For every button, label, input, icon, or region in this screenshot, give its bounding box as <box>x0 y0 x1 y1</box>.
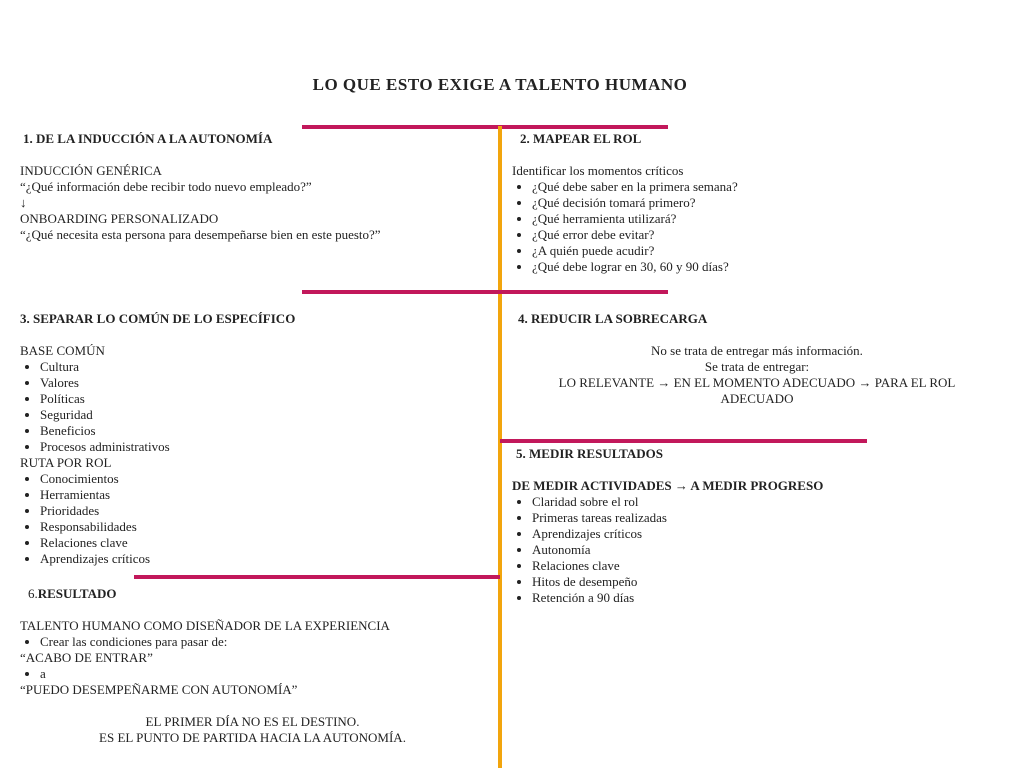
divider-right-lower <box>500 439 867 443</box>
list-item: • ¿Qué debe lograr en 30, 60 y 90 días? <box>532 259 738 275</box>
list-item: • Cultura <box>40 359 295 375</box>
section-6-list-1 <box>20 634 390 650</box>
ruta-list <box>20 471 295 567</box>
section-2-list <box>512 179 738 275</box>
section-5-heading: 5. MEDIR RESULTADOS <box>516 446 664 461</box>
section-1 <box>20 131 381 243</box>
section-4-line: LO RELEVANTE → EN EL MOMENTO ADECUADO → PARA EL ROL <box>558 375 956 390</box>
section-2-heading: 2. MAPEAR EL ROL <box>520 131 642 146</box>
section-3 <box>20 311 295 567</box>
list-item: • a <box>40 666 390 682</box>
arrow-down-icon: ↓ <box>20 195 27 210</box>
base-label: BASE COMÚN <box>20 343 105 358</box>
list-item: • Responsabilidades <box>40 519 295 535</box>
section-2 <box>512 131 738 275</box>
closing-line: ES EL PUNTO DE PARTIDA HACIA LA AUTONOMÍA. <box>99 730 406 745</box>
section-4-body <box>512 343 1002 407</box>
divider-bottom-left <box>134 575 500 579</box>
section-1-line: “¿Qué información debe recibir todo nuevo empleado?” <box>20 179 312 194</box>
list-item: • ¿Qué debe saber en la primera semana? <box>532 179 738 195</box>
list-item: • Autonomía <box>532 542 823 558</box>
list-item: • ¿A quién puede acudir? <box>532 243 738 259</box>
list-item: • Retención a 90 días <box>532 590 823 606</box>
list-item: • Aprendizajes críticos <box>40 551 295 567</box>
section-2-intro: Identificar los momentos críticos <box>512 163 684 178</box>
closing-line: EL PRIMER DÍA NO ES EL DESTINO. <box>145 714 360 729</box>
list-item: • ¿Qué error debe evitar? <box>532 227 738 243</box>
list-item: • Hitos de desempeño <box>532 574 823 590</box>
list-item: • Aprendizajes críticos <box>532 526 823 542</box>
section-1-line: “¿Qué necesita esta persona para desempeñarse bien en este puesto?” <box>20 227 381 242</box>
section-5-subheading: DE MEDIR ACTIVIDADES → A MEDIR PROGRESO <box>512 478 824 493</box>
list-item: • Primeras tareas realizadas <box>532 510 823 526</box>
section-6 <box>20 586 390 698</box>
list-item: • Conocimientos <box>40 471 295 487</box>
list-item: • Relaciones clave <box>40 535 295 551</box>
section-6-line: TALENTO HUMANO COMO DISEÑADOR DE LA EXPERIENCIA <box>20 618 390 633</box>
section-1-heading: 1. DE LA INDUCCIÓN A LA AUTONOMÍA <box>23 131 273 146</box>
list-item: • Procesos administrativos <box>40 439 295 455</box>
list-item: • Políticas <box>40 391 295 407</box>
base-list <box>20 359 295 455</box>
divider-top <box>302 125 668 129</box>
quote-end: “PUEDO DESEMPEÑARME CON AUTONOMÍA” <box>20 682 298 697</box>
list-item: • Herramientas <box>40 487 295 503</box>
list-item: • Crear las condiciones para pasar de: <box>40 634 390 650</box>
section-5 <box>512 446 823 606</box>
section-6-heading-number: 6. <box>28 586 38 601</box>
section-6-heading <box>20 586 390 602</box>
section-4-heading: 4. REDUCIR LA SOBRECARGA <box>518 311 708 326</box>
section-1-line: INDUCCIÓN GENÉRICA <box>20 163 162 178</box>
section-4-line: ADECUADO <box>720 391 794 406</box>
divider-vertical <box>498 126 502 768</box>
list-item: • Claridad sobre el rol <box>532 494 823 510</box>
quote-start: “ACABO DE ENTRAR” <box>20 650 153 665</box>
list-item: • ¿Qué decisión tomará primero? <box>532 195 738 211</box>
section-5-list <box>512 494 823 606</box>
ruta-label: RUTA POR ROL <box>20 455 112 470</box>
section-4-line: No se trata de entregar más información. <box>651 343 863 358</box>
list-item: • Seguridad <box>40 407 295 423</box>
page-title: LO QUE ESTO EXIGE A TALENTO HUMANO <box>312 75 688 94</box>
list-item: • Valores <box>40 375 295 391</box>
closing-statement <box>20 714 485 746</box>
list-item: • Relaciones clave <box>532 558 823 574</box>
list-item: • Prioridades <box>40 503 295 519</box>
section-1-line: ONBOARDING PERSONALIZADO <box>20 211 219 226</box>
list-item: • ¿Qué herramienta utilizará? <box>532 211 738 227</box>
divider-middle <box>302 290 668 294</box>
list-item: • Beneficios <box>40 423 295 439</box>
section-3-heading: 3. SEPARAR LO COMÚN DE LO ESPECÍFICO <box>20 311 296 326</box>
section-6-heading-text: RESULTADO <box>37 586 117 601</box>
section-6-list-2 <box>20 666 390 682</box>
section-4-line: Se trata de entregar: <box>704 359 810 374</box>
